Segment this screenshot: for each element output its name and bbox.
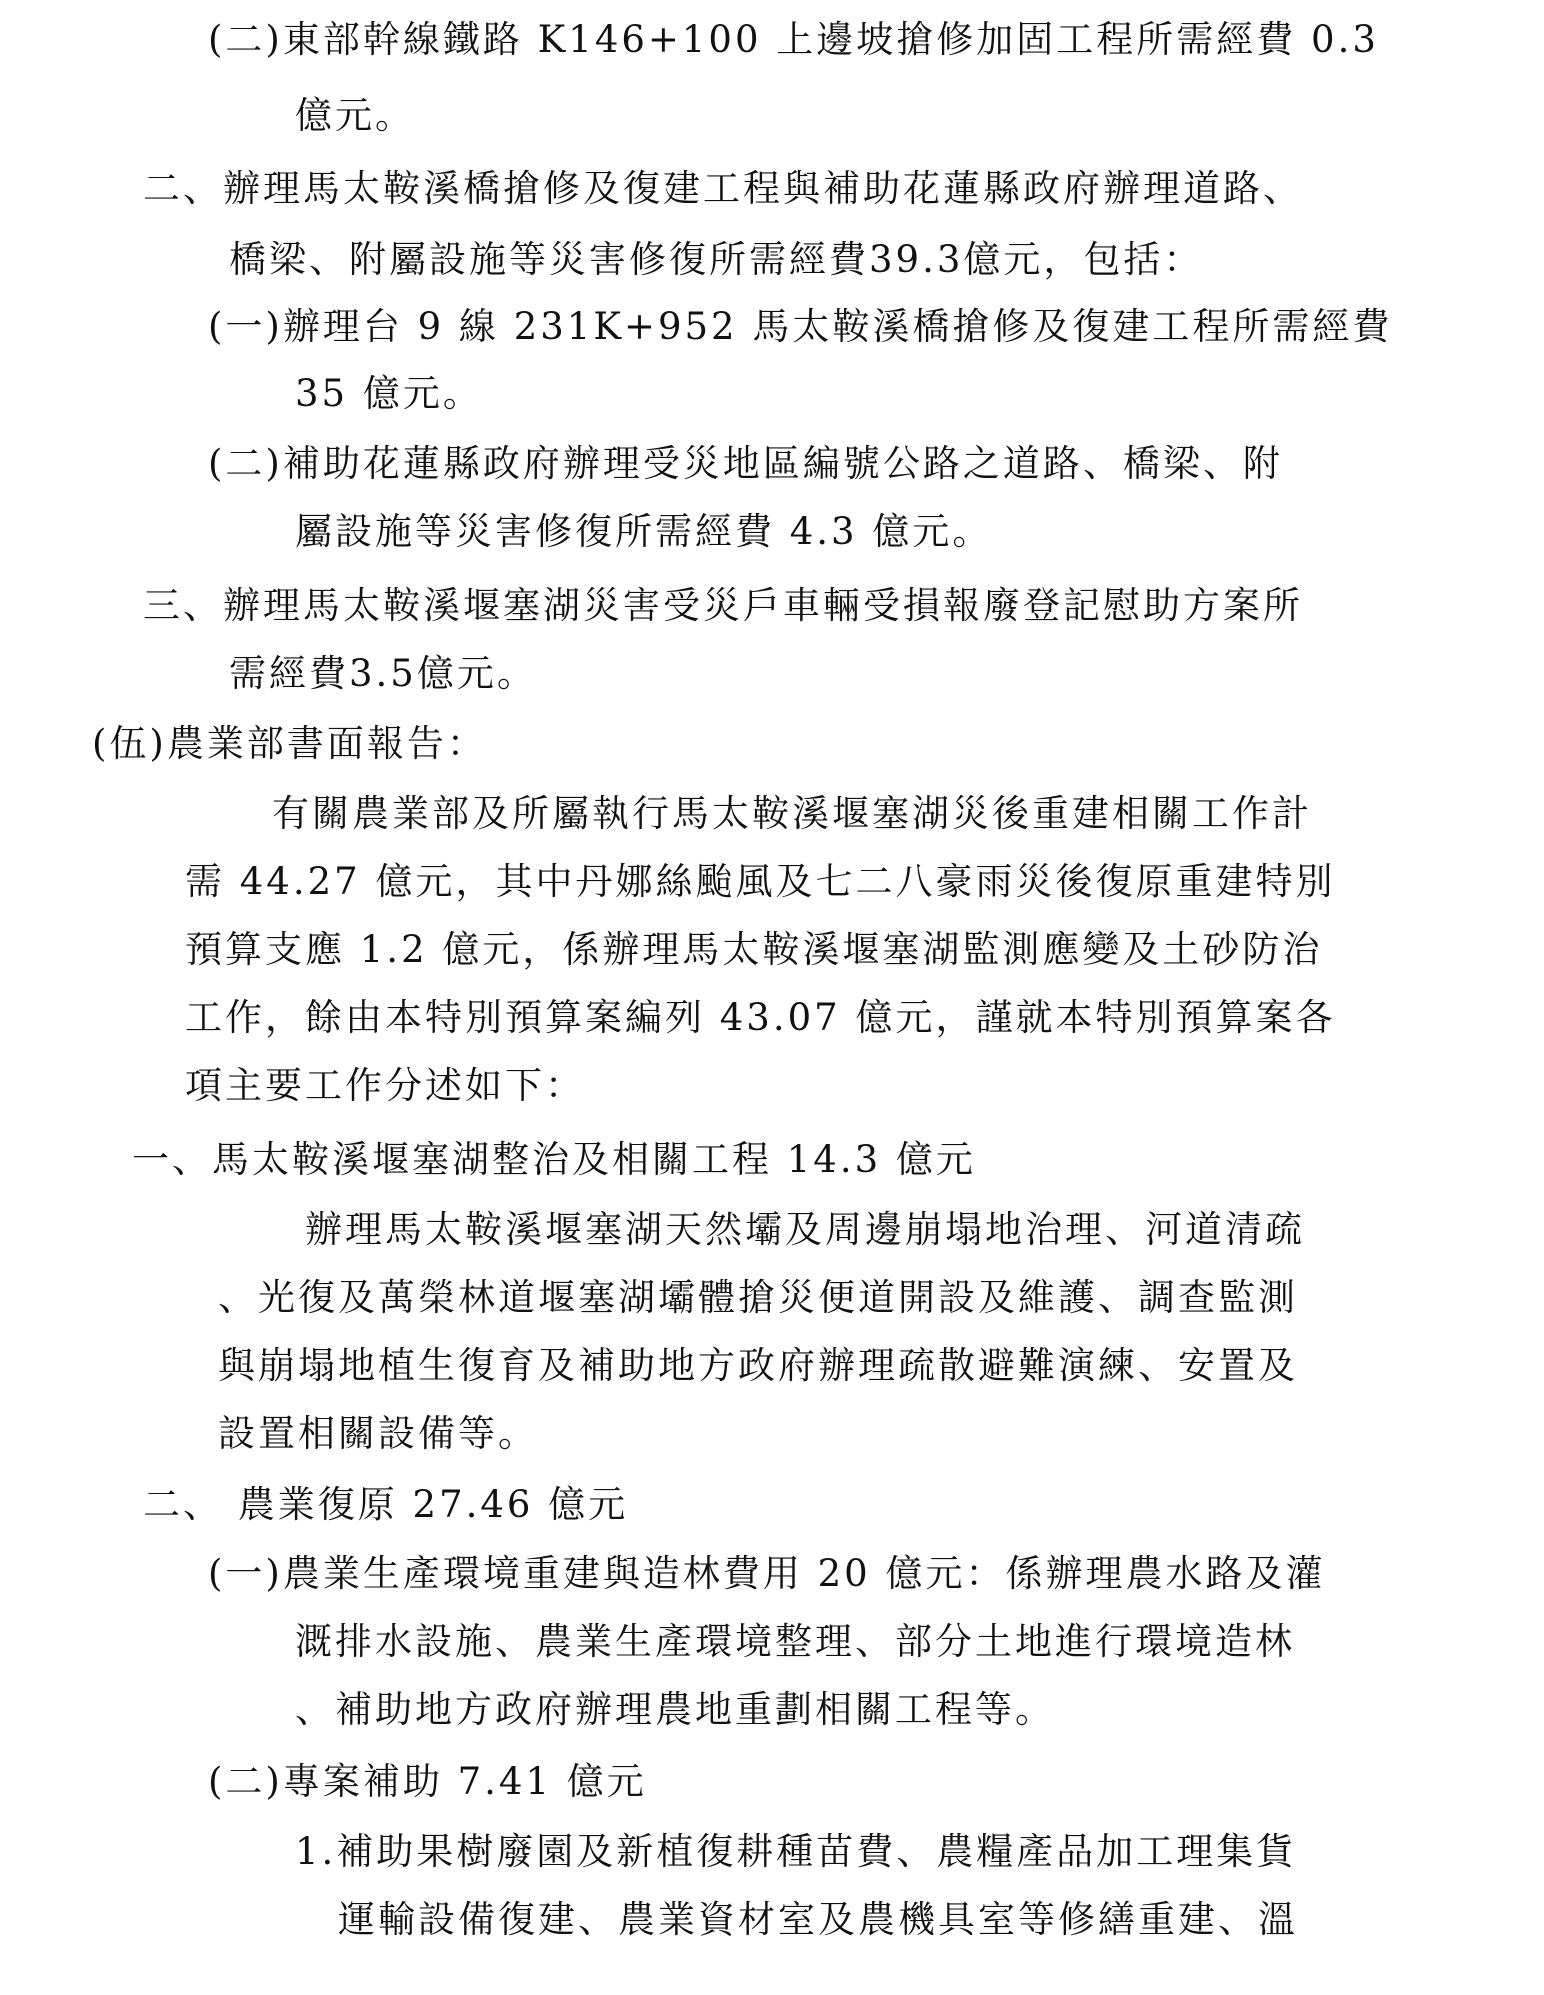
text-line: 設置相關設備等。: [218, 1412, 538, 1455]
text-line: 有關農業部及所屬執行馬太鞍溪堰塞湖災後重建相關工作計: [272, 792, 1312, 835]
text-line: 二、辦理馬太鞍溪橋搶修及復建工程與補助花蓮縣政府辦理道路、: [143, 167, 1303, 210]
text-line: (二)專案補助 7.41 億元: [208, 1760, 647, 1803]
text-line: 二、 農業復原 27.46 億元: [143, 1483, 629, 1526]
text-line: 溉排水設施、農業生產環境整理、部分土地進行環境造林: [295, 1620, 1295, 1663]
section-heading: (伍)農業部書面報告：: [92, 722, 487, 765]
text-line: (二)補助花蓮縣政府辦理受災地區編號公路之道路、橋梁、附: [208, 442, 1283, 485]
text-line: 屬設施等災害修復所需經費 4.3 億元。: [295, 510, 993, 553]
text-line: 工作，餘由本特別預算案編列 43.07 億元，謹就本特別預算案各: [185, 996, 1336, 1039]
text-line: (一)農業生產環境重建與造林費用 20 億元：係辦理農水路及灌: [208, 1552, 1326, 1595]
text-line: (一)辦理台 9 線 231K+952 馬太鞍溪橋搶修及復建工程所需經費: [208, 305, 1393, 348]
text-line: 35 億元。: [295, 372, 483, 415]
text-line: 億元。: [295, 94, 415, 137]
text-line: 橋梁、附屬設施等災害修復所需經費39.3億元，包括：: [229, 238, 1204, 281]
text-line: 一、馬太鞍溪堰塞湖整治及相關工程 14.3 億元: [132, 1138, 976, 1181]
text-line: 、補助地方政府辦理農地重劃相關工程等。: [295, 1688, 1055, 1731]
text-line: 項主要工作分述如下：: [185, 1064, 585, 1107]
text-line: (二)東部幹線鐵路 K146+100 上邊坡搶修加固工程所需經費 0.3: [208, 18, 1379, 61]
text-line: 預算支應 1.2 億元，係辦理馬太鞍溪堰塞湖監測應變及土砂防治: [185, 928, 1323, 971]
text-line: 三、辦理馬太鞍溪堰塞湖災害受災戶車輛受損報廢登記慰助方案所: [143, 584, 1303, 627]
text-line: 與崩塌地植生復育及補助地方政府辦理疏散避難演練、安置及: [218, 1344, 1298, 1387]
text-line: 需經費3.5億元。: [229, 652, 537, 695]
text-line: 1.補助果樹廢園及新植復耕種苗費、農糧產品加工理集貨: [295, 1830, 1297, 1873]
text-line: 運輸設備復建、農業資材室及農機具室等修繕重建、溫: [338, 1898, 1298, 1941]
text-line: 辦理馬太鞍溪堰塞湖天然壩及周邊崩塌地治理、河道清疏: [305, 1208, 1305, 1251]
text-line: 需 44.27 億元，其中丹娜絲颱風及七二八豪雨災後復原重建特別: [185, 860, 1336, 903]
text-line: 、光復及萬榮林道堰塞湖壩體搶災便道開設及維護、調查監測: [218, 1276, 1298, 1319]
